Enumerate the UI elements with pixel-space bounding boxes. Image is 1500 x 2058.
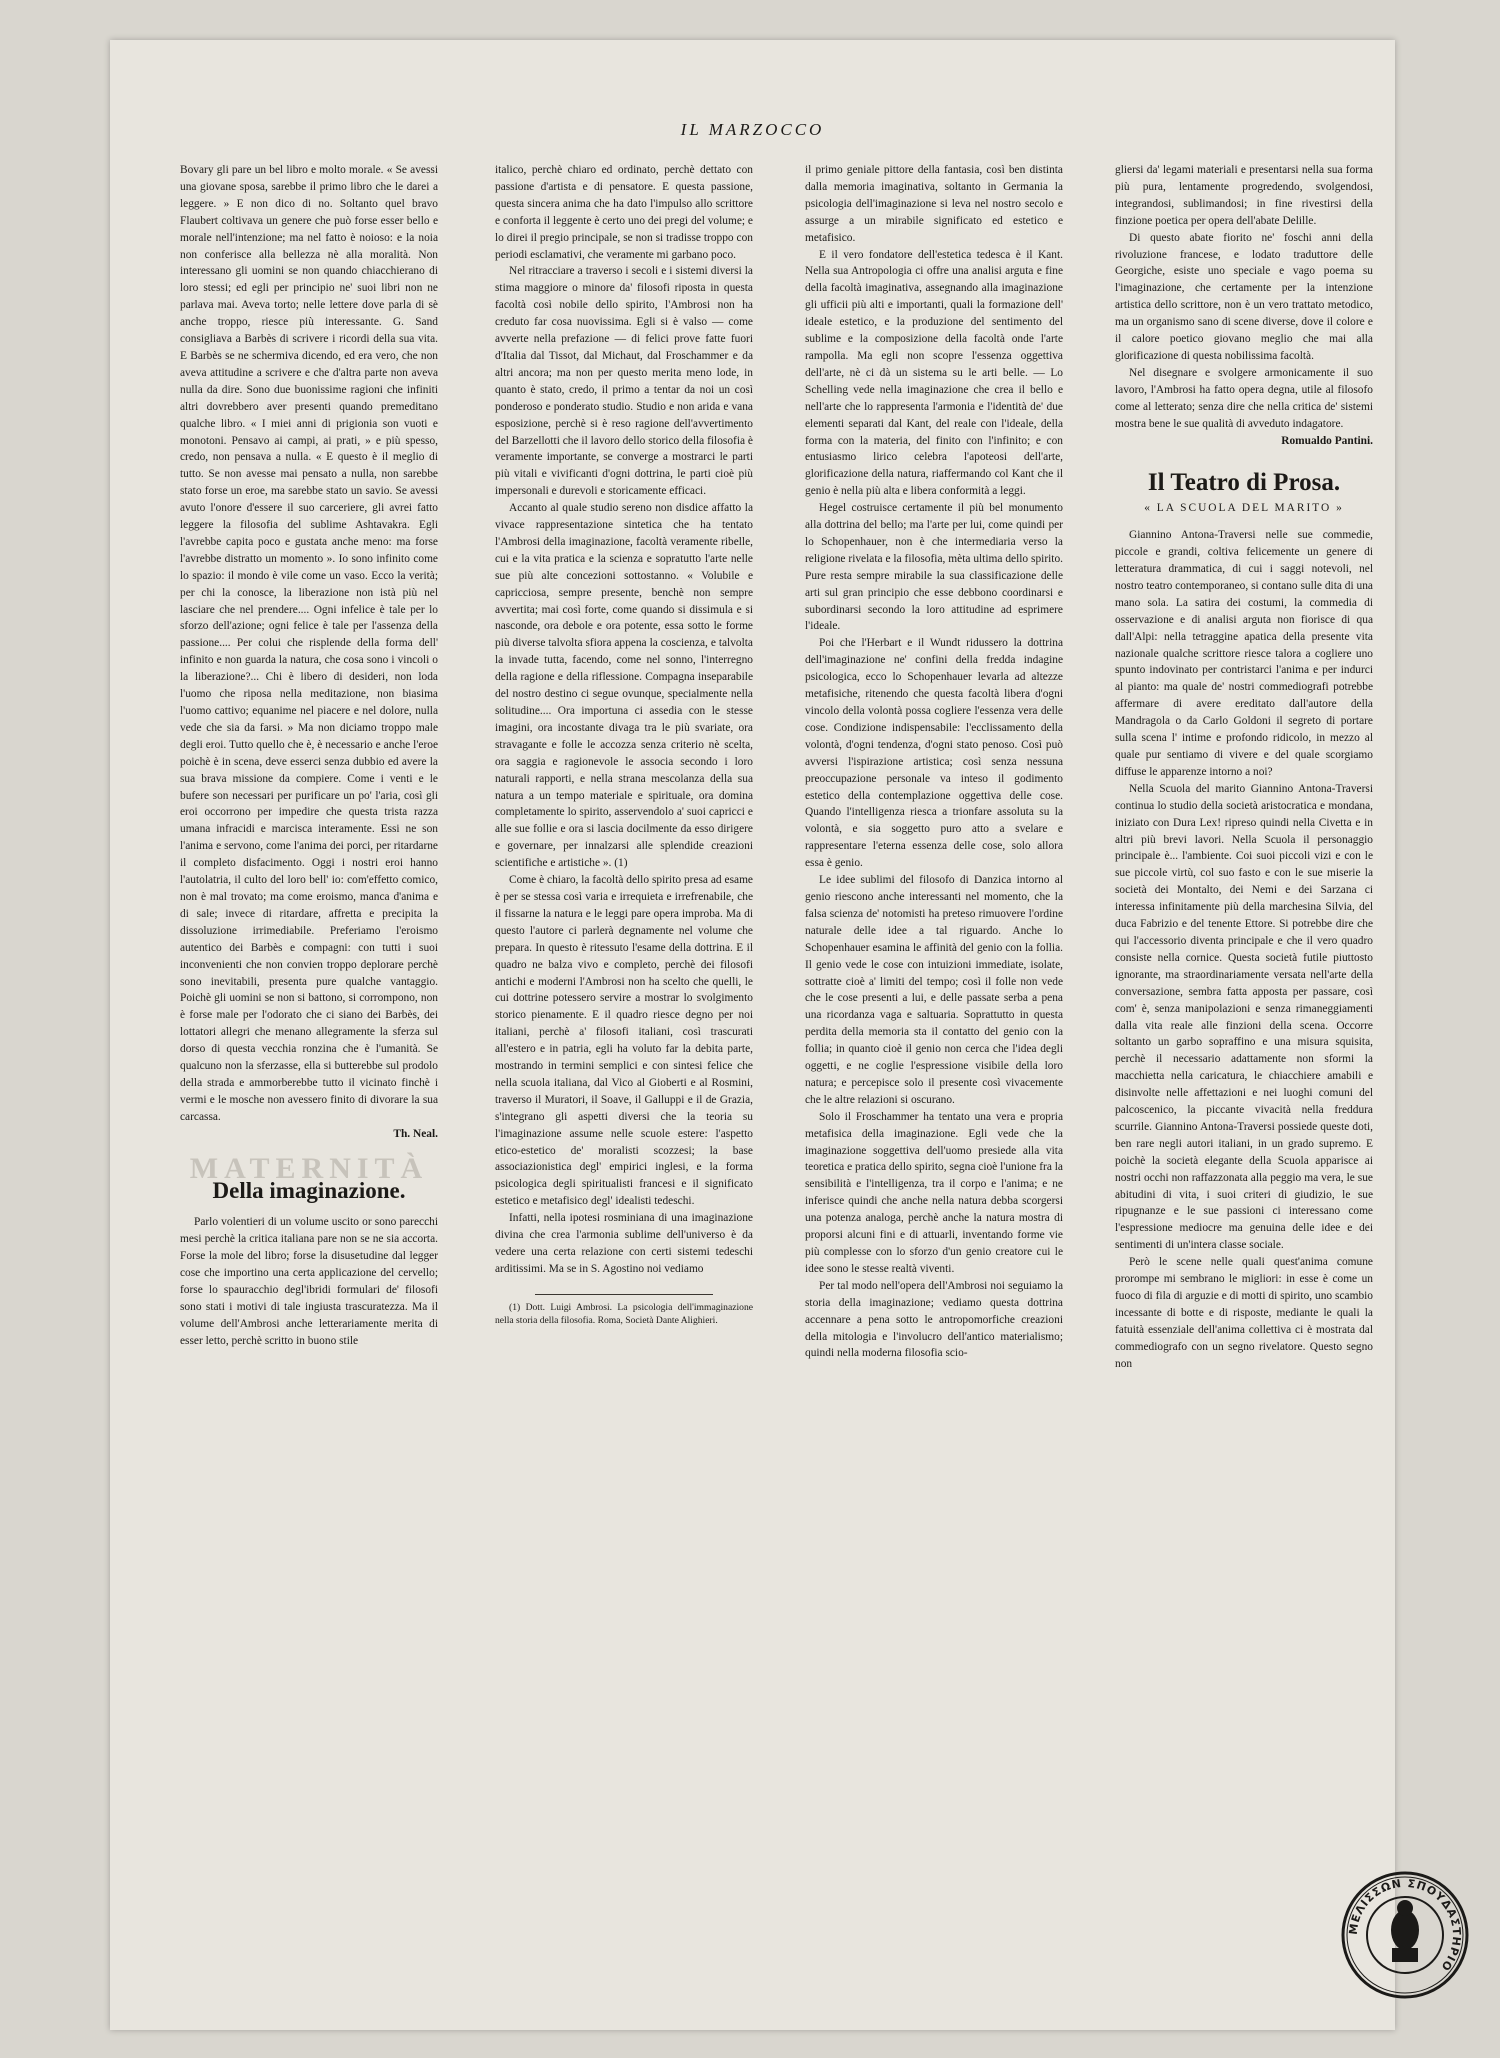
article-paragraph: Accanto al quale studio sereno non disdice affatto la vivace rappresentazione sintetica che ha tentato l'Ambrosi della imaginazione, facoltà veramente ribelle, cui e la vita pratica e la scienza e sopratutto l'arte nelle sue più alte concezioni sottostanno. « Volubile e capricciosa, sempre presente, benchè non sempre avvertita; mai così forte, come quando si dissimula e si nasconde, ora debole e ora potente, essa sotto le forme più diverse talvolta sfiora appena la coscienza, e talvolta la invade tutta, facendo, come nel sonno, l'interregno della ragione e della riflessione. Compagna inseparabile del nostro destino ci segue ovunque, specialmente nella solitudine.... Ora importuna ci assedia con le stesse imagini, ora incostante divaga tra le più svariate, ora stravagante e folle le accozza senza criterio nè scelta, ora saggia e ragionevole le associa secondo i loro naturali rapporti, e nella strana mescolanza della sua natura a un tempo materiale e spirituale, ora domina completamente lo spirito, asservendolo a' suoi capricci e alle sue follie e ora si lascia docilmente da esso dirigere e governare, per innalzarsi alle splendide creazioni scientifiche e artistiche ». (1) xyxy=(495,502,753,870)
section-title: Il Teatro di Prosa. xyxy=(1147,469,1341,497)
article-paragraph: Però le scene nelle quali quest'anima comune prorompe mi sembrano le migliori: in esse è come un fuoco di fila di arguzie e di motti di spirito, uno scambio incessante di botte e di risposte, mediante le quali la fatuità essenziale dell'anima collettiva ci è mostrata dal commediografo con un segno rivelatore. Questo segno non xyxy=(1115,1256,1373,1370)
article-paragraph: gliersi da' legami materiali e presentarsi nella sua forma più pura, lentamente progredendo, svolgendosi, integrandosi, sublimandosi; in fine rivestirsi della finzione poetica per opera dell'abate Delille. xyxy=(1115,164,1373,227)
author-signature: Th. Neal. xyxy=(393,1127,438,1140)
column-3 xyxy=(805,162,1063,1362)
column-1 xyxy=(180,162,438,1350)
article-paragraph: E il vero fondatore dell'estetica tedesca è il Kant. Nella sua Antropologia ci offre una analisi arguta e fine della facoltà imaginativa, assegnando alla imaginazione gli ufficii più alti e importanti, quali la formazione dell' ideale estetico, e la produzione del sentimento del sublime e la composizione della facoltà onde l'arte rampolla. Ma egli non scopre l'essenza oggettiva dell'arte, nè ci dà un sistema su le arti belle. — Lo Schelling vede nella imaginazione che crea il bello e nell'arte che lo rappresenta l'armonia e l'identità de' due elementi separati dal Kant, del reale con l'ideale, della forma con la materia, del finito con l'infinito; e con entusiasmo lirico celebra l'apoteosi dell'arte, glorificazione della natura, riaffermando col Kant che il genio è nella più alta e libera conformità a leggi. xyxy=(805,248,1063,498)
bleed-through-text: MATERNITÀ xyxy=(189,1151,429,1185)
section-subtitle: « LA SCUOLA DEL MARITO » xyxy=(1144,502,1344,515)
article-title: Della imaginazione. xyxy=(212,1178,406,1204)
newspaper-page xyxy=(110,40,1395,2030)
article-paragraph: Hegel costruisce certamente il più bel monumento alla dottrina del bello; ma l'arte per lui, come quindi per lo Schopenhauer, non è che intermediaria verso la religione rivelata e la filosofia, mèta ultima dello spirito. Pure resta sempre mirabile la sua classificazione delle arti sul gran principio che esse debbono coordinarsi e subordinarsi secondo la loro attitudine ad esprimere l'ideale. xyxy=(805,502,1063,633)
author-signature: Romualdo Pantini. xyxy=(1281,434,1373,447)
footnote: (1) Dott. Luigi Ambrosi. La psicologia dell'immaginazione nella storia della filosofia. Roma, Società Dante Alighieri. xyxy=(495,1301,753,1327)
article-paragraph: Per tal modo nell'opera dell'Ambrosi noi seguiamo la storia della imaginazione; vediamo questa dottrina accennare a pena sotto le antropomorfiche creazioni della mitologia e l'involucro dell'antico materialismo; quindi nella moderna filosofia scio- xyxy=(805,1279,1063,1360)
article-paragraph: Solo il Froschammer ha tentato una vera e propria metafisica della imaginazione. Egli vede che la imaginazione soggettiva dell'uomo presiede alla vita teoretica e pratica dello spirito, segna cioè l'unione fra la sensibilità e l'intelligenza, tra il corpo e l'anima; e ne inferisce quindi che anche nella natura debba scorgersi una potenza analoga, perchè anche la natura mostra di proporsi alcuni fini e di attuarli, inventando forme vie più complesse con lo sforzo d'un genio creatore cui le idee sono le stesse realtà viventi. xyxy=(805,1110,1063,1275)
article-paragraph: Nel disegnare e svolgere armonicamente il suo lavoro, l'Ambrosi ha fatto opera degna, utile al filosofo come al letterato; senza dire che nella critica de' sistemi mostra bene le sue qualità di avveduto indagatore. xyxy=(1115,366,1373,430)
article-paragraph: Poi che l'Herbart e il Wundt ridussero la dottrina dell'imaginazione ne' confini della fredda indagine psicologica, ecco lo Schopenhauer levarla ad altezze metafisiche, ritenendo che questa facoltà libera d'ogni vincolo della volontà possa cogliere l'essenza vera delle cose. Condizione indispensabile: l'ecclissamento della volontà, d'ogni tendenza, d'ogni stato penoso. Così può avversi l'ispirazione artistica; così senza nessuna preoccupazione personale va inteso il godimento estetico della contemplazione oggettiva delle cose. Quando l'intelligenza riesca a trionfare assoluta su la volontà, e sia soggetto puro atto a svelare e rappresentare l'eterna essenza delle cose, solo allora essa è genio. xyxy=(805,637,1063,870)
article-paragraph: Giannino Antona-Traversi nelle sue commedie, piccole e grandi, coltiva felicemente un genere di letteratura drammatica, di cui i saggi notevoli, nel nostro teatro contemporaneo, si contano sulle dita di una mano sola. La satira dei costumi, la commedia di osservazione e di analisi arguta non fiorisce di qua dall'Alpi: nella tetraggine apatica della presente vita nazionale qualche scrittore riesce talora a cogliere uno spunto indovinato per contristarci l'anima e per indurci al pianto: ma quale de' nostri commediografi potrebbe affermare di avere ereditato dall'autore della Mandragola o da Carlo Goldoni il segreto di portare sulla scena l' intime e profondo ridicolo, in mezzo al quale pur sentiamo di vivere e del quale scorgiamo diffuse le apparenze intorno a noi? xyxy=(1115,529,1373,778)
article-paragraph: Come è chiaro, la facoltà dello spirito presa ad esame è per se stessa così varia e irrequieta e irrefrenabile, che il fissarne la natura e le leggi pare opera improba. Ma di questo l'autore ci parlerà degnamente nel volume che prepara. In questo è ritessuto l'esame della dottrina. E il quadro ne balza vivo e completo, perchè dei filosofi antichi e moderni l'Ambrosi non ha scelto che quelli, le cui dottrine potessero servire a mostrar lo svolgimento storico pienamente. E il quadro riesce degno per noi italiani, perchè a' filosofi italiani, così trascurati all'estero e in patria, egli ha voluto far la debita parte, mostrando in termini semplici e con sintesi felice che nella scuola italiana, dal Vico al Gioberti e al Rosmini, traverso il Muratori, il Soave, il Galluppi e il de Grazia, s'integrano gli aspetti diversi che la teoria su l'imaginazione assume nelle scuole estere: l'aspetto etico-estetico de' moralisti scozzesi; la base associazionistica degl' empirici inglesi, e la forma psicologica degli spiritualisti francesi e il significato estetico e metafisico degl' idealisti tedeschi. xyxy=(495,874,753,1208)
column-4 xyxy=(1115,162,1373,1373)
article-paragraph: Le idee sublimi del filosofo di Danzica intorno al genio riescono anche interessanti nel momento, che la falsa scienza de' notomisti ha preteso rimuovere l'ordine naturale delle idee a tal riguardo. Anche lo Schopenhauer esamina le affinità del genio con la follia. Il genio vede le cose con intuizioni immediate, isolate, sottratte cioè a' limiti del tempo; così il folle non vede che le cose presenti a lui, e delle passate serba a pena una ricordanza vaga e saltuaria. Soprattutto in questa perdita della memoria sta il contatto del genio con la follia; in quanto cioè il genio non cerca che l'idea degli oggetti, e ne coglie l'espressione visibile della loro natura; e percepisce solo il presente così vivacemente che le altre relazioni si oscurano. xyxy=(805,874,1063,1106)
article-paragraph: Di questo abate fiorito ne' foschi anni della rivoluzione francese, e lodato traduttore delle Georgiche, esiste uno speciale e vago poema su l'imaginazione, che certamente per la intenzione artistica dello scrittore, non è un vero trattato metodico, ma un organismo sano di scene diverse, dove il colore e il calore poetico giovano meglio che mai alla glorificazione di questa nobilissima facoltà. xyxy=(1115,231,1373,362)
footnote-divider xyxy=(535,1294,713,1295)
article-paragraph: Infatti, nella ipotesi rosminiana di una imaginazione divina che crea l'armonia sublime dell'universo è da vedere una certa relazione con certi sistemi tedeschi arditissimi. Ma se in S. Agostino noi vediamo xyxy=(495,1212,753,1275)
article-paragraph: italico, perchè chiaro ed ordinato, perchè dettato con passione d'artista e di pensatore. E questa passione, questa sincera anima che ha dato l'impulso allo scrittore e conforta il leggente è certo uno dei pregi del volume; e lo direi il pregio principale, se non si tradisse troppo con periodi esclamativi, che veramente mi garbano poco. xyxy=(495,164,753,261)
masthead: IL MARZOCCO xyxy=(680,120,825,139)
article-paragraph: Nel ritracciare a traverso i secoli e i sistemi diversi la stima maggiore o minore da' filosofi riposta in questa facoltà così nobile dello spirito, l'Ambrosi non ha creduto far cosa nuovissima. Egli si è valso — come avverte nella prefazione — di felici prove fatte fuori d'Italia dal Tissot, dal Michaut, dal Froschammer e da altri ancora; ma non per questo merita meno lode, in quanto è stato, credo, il primo a tentar da noi un così ponderoso e ponderato studio. Studio e non arida e vana esposizione, perchè si è reso ragione dell'avvertimento del Barzellotti che il lavoro dello storico della filosofia è veramente importante, se converge a mostrarci le parti più vitali e vivificanti d'ogni dottrina, le parti cioè più impersonali e durevoli e storicamente efficaci. xyxy=(495,265,753,498)
library-stamp-icon xyxy=(1340,1870,1470,2000)
article-paragraph: Nella Scuola del marito Giannino Antona-Traversi continua lo studio della società aristocratica e mondana, iniziato con Dura Lex! ripreso quindi nella Civetta e in altri più brevi lavori. Nella Scuola il personaggio principale è... l'ambiente. Coi suoi piccoli vizi e con le sue piccole virtù, col suo fasto e con le sue miserie la società dei Montalto, dei Nemi e dei Sarzana ci interessa infinitamente più della marchesina Silvia, del duca Fabrizio e del tenente Ettore. Si potrebbe dire che qui l'accessorio diventa principale e che il vero quadro consiste nella cornice. Questa società futile piuttosto ignorante, ma straordinariamente versata nell'arte della conversazione, sembra fatta apposta per passare, così com' è, senza manipolazioni e senza rimaneggiamenti dalla vita reale alle finzioni della scena. Occorre soltanto un garbo sopraffino e una misura squisita, perchè il necessario adattamente non sformi la macchietta nella caricatura, le chiacchiere amabili e disinvolte nelle affettazioni e nei luoghi comuni del palcoscenico, la piccante vivacità nella freddura scurrile. Giannino Antona-Traversi possiede queste doti, ben rare negli autori italiani, in un grado supremo. E poichè la società elegante della Scuola apparisce ai nostri occhi non raffazzonata alla peggio ma vera, le sue abitudini di vita, i suoi criteri di giudizio, le sue ripugnanze e le sue passioni ci interessano come l'espressione mediocre ma genuina delle idee e dei sentimenti di un'intera classe sociale. xyxy=(1115,782,1373,1252)
stamp-lettering: ΜΕΛΙΣΣΩΝ ΣΠΟΥΔΑΣΤΗΡΙΟ xyxy=(1346,1876,1464,1974)
article-paragraph: il primo geniale pittore della fantasia, così ben distinta dalla memoria imaginativa, soltanto in Germania la psicologia dell'imaginazione si leva nel nostro secolo e assurge a un mirabile significato ed estetico e metafisico. xyxy=(805,164,1063,244)
column-2 xyxy=(495,162,753,1328)
article-paragraph: Parlo volentieri di un volume uscito or sono parecchi mesi perchè la critica italiana pare non se ne sia accorta. Forse la mole del libro; forse la disusetudine dal legger cose che importino una certa applicazione del cervello; forse lo spauracchio degl'ibridi formulari de' filosofi sono stati i motivi di tale ingiusta trascuratezza. Ma il volume dell'Ambrosi anche letterariamente merita di esser letto, perchè scritto in buono stile xyxy=(180,1216,438,1347)
article-paragraph: Bovary gli pare un bel libro e molto morale. « Se avessi una giovane sposa, sarebbe il primo libro che le darei a leggere. » E non dico di no. Soltanto quel bravo Flaubert coltivava un genere che può forse esser bello e morale nell'intenzione; ma nel fatto è noioso: e la noia non conferisce alla bellezza nè alla moralità. Non interessano gli uomini se non quando chiacchierano di loro stessi; ed egli per principio ne' suoi libri non ne parlava mai. Aveva torto; nelle lettere dove parla di sè anche troppo, riesce più interessante. G. Sand consigliava a Barbès di scrivere i ricordi della sua vita. E Barbès se ne schermiva dicendo, ed era vero, che non aveva attitudine a scrivere e che d'altra parte non aveva nulla da dire. Sono due buonissime ragioni che infiniti altri dovrebbero aver presenti quando premeditano qualche libro. « I miei anni di prigionia son vuoti e monotoni. Pensavo ai campi, ai prati, » e più spesso, credo, non pensava a nulla. « E questo è il meglio di tutto. Se non avesse mai pensato a nulla, non sarebbe stato forse un eroe, ma sarebbe stato un savio. Se avessi avuto l'onore d'essere il suo carceriere, gli avrei fatto leggere la filosofia del sublime Ashtavakra. Egli l'avrebbe capita poco e gustata anche meno: ma forse l'avrebbe distratto un momento ». Io sono infinito come lo spazio: il mondo è vile come un vaso. Ecco la verità; per chi la conosce, la liberazione non istà più nel lasciare che nel prendere.... Ogni infelice è tale per lo sforzo dell'azione; ogni felice è tale per l'assenza della passione.... Per colui che risplende della forma dell' infinito e non guarda la natura, che cosa sono i vincoli o la liberazione?... Chi è libero di desideri, non loda l'uomo che riposa nella meditazione, non biasima l'uomo cattivo; equanime nel piacere e nel dolore, nulla vede che sia da farsi. » Ma non diciamo troppo male degli eroi. Tutto quello che è, è necessario e anche l'eroe poichè è in scena, deve esserci senza dubbio ed avere la sua brava missione da compiere. Come i venti e le bufere son necessari per purificare un po' l'aria, così gli eroi occorrono per impedire che questa trista razza umana infracidi e marcisca interamente. Essi ne son l'anima e servono, come l'anima dei porci, per ritardarne il completo disfacimento. Oggi i nostri eroi hanno l'autolatria, il culto del loro bell' io: com'effetto comico, non è mal trovato; ma come eroismo, manca d'anima e di sale; invece di ritardare, affretta e precipita la dissoluzione irrimediabile. Preferiamo l'eroismo autentico dei Barbès e compagni: con tutti i suoi inconvenienti che non convien troppo deplorare perchè sono inevitabili, presenta pure qualche vantaggio. Poichè gli uomini se non si battono, si corrompono, non è forse male per l'odorato che ci siano dei Barbès, dei lottatori allegri che menano allegramente la sferza sul dorso di questa vecchia ronzina che è l'umanità. Se qualcuno non la sferzasse, ella si butterebbe sul prodolo della strada e ammorberebbe tutto il vicinato finchè i vermi e le mosche non avessero finito di divorare la sua carcassa. xyxy=(180,164,438,1123)
